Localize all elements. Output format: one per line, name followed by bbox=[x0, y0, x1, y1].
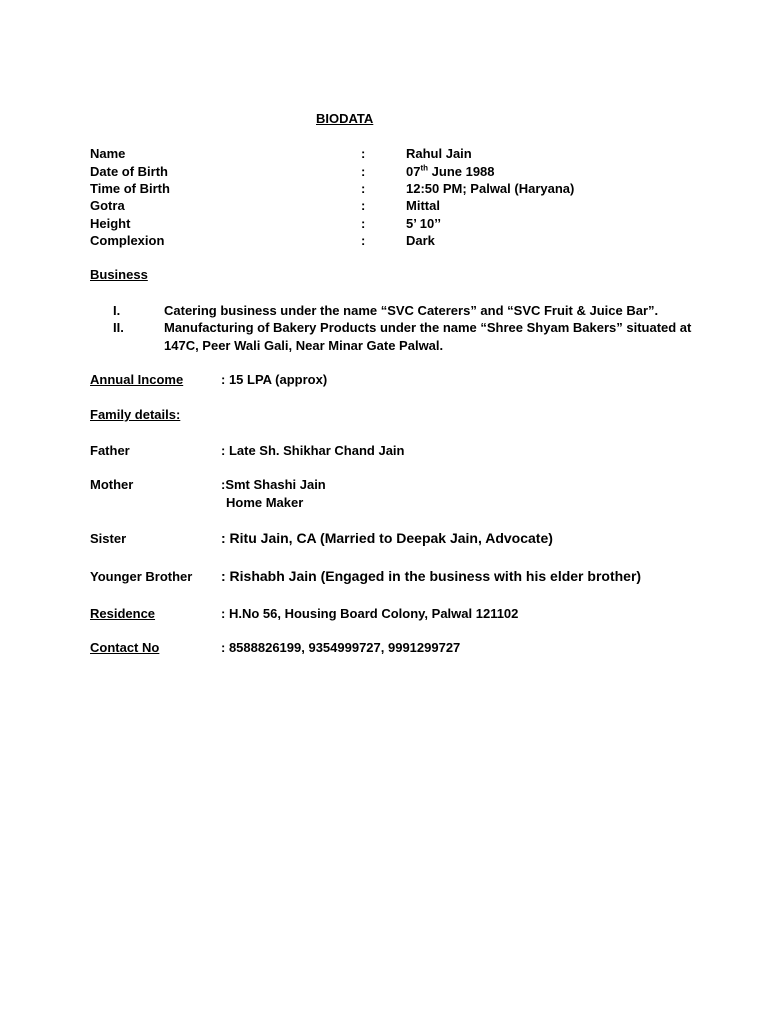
mother-label: Mother bbox=[90, 477, 134, 492]
business-item-text: Catering business under the name “SVC Caterers” and “SVC Fruit & Juice Bar”. bbox=[164, 303, 659, 318]
dob-label: Date of Birth bbox=[90, 164, 168, 179]
business-item-marker: II. bbox=[113, 320, 124, 335]
height-label: Height bbox=[90, 216, 131, 231]
contact-label: Contact No bbox=[90, 640, 160, 655]
gotra-value: Mittal bbox=[406, 198, 440, 213]
father-value: : Late Sh. Shikhar Chand Jain bbox=[221, 443, 405, 458]
height-colon: : bbox=[361, 216, 366, 231]
family-details-heading: Family details: bbox=[90, 407, 181, 422]
annual-income-value: : 15 LPA (approx) bbox=[221, 372, 328, 387]
dob-colon: : bbox=[361, 164, 366, 179]
sister-value: : Ritu Jain, CA (Married to Deepak Jain, Advocate) bbox=[221, 530, 553, 546]
business-heading: Business bbox=[90, 267, 148, 282]
sister-label: Sister bbox=[90, 531, 127, 546]
dob-value: 07th June 1988 bbox=[406, 163, 495, 179]
brother-value: : Rishabh Jain (Engaged in the business with his elder brother) bbox=[221, 568, 642, 584]
name-value: Rahul Jain bbox=[406, 146, 472, 161]
business-item-text: Manufacturing of Bakery Products under the name “Shree Shyam Bakers” situated at bbox=[164, 320, 692, 335]
gotra-label: Gotra bbox=[90, 198, 125, 213]
complexion-colon: : bbox=[361, 233, 366, 248]
tob-label: Time of Birth bbox=[90, 181, 170, 196]
tob-colon: : bbox=[361, 181, 366, 196]
business-item-marker: I. bbox=[113, 303, 121, 318]
tob-value: 12:50 PM; Palwal (Haryana) bbox=[406, 181, 575, 196]
name-colon: : bbox=[361, 146, 366, 161]
contact-value: : 8588826199, 9354999727, 9991299727 bbox=[221, 640, 461, 655]
height-value: 5’ 10’’ bbox=[406, 216, 441, 231]
mother-occupation: Home Maker bbox=[226, 495, 304, 510]
business-item-text-continued: 147C, Peer Wali Gali, Near Minar Gate Palwal. bbox=[164, 338, 444, 353]
residence-value: : H.No 56, Housing Board Colony, Palwal 121102 bbox=[221, 606, 519, 621]
document-title: BIODATA bbox=[316, 111, 374, 126]
name-label: Name bbox=[90, 146, 126, 161]
mother-value: :Smt Shashi Jain bbox=[221, 477, 326, 492]
annual-income-label: Annual Income bbox=[90, 372, 184, 387]
brother-label: Younger Brother bbox=[90, 569, 193, 584]
gotra-colon: : bbox=[361, 198, 366, 213]
residence-label: Residence bbox=[90, 606, 156, 621]
father-label: Father bbox=[90, 443, 130, 458]
complexion-value: Dark bbox=[406, 233, 435, 248]
complexion-label: Complexion bbox=[90, 233, 165, 248]
